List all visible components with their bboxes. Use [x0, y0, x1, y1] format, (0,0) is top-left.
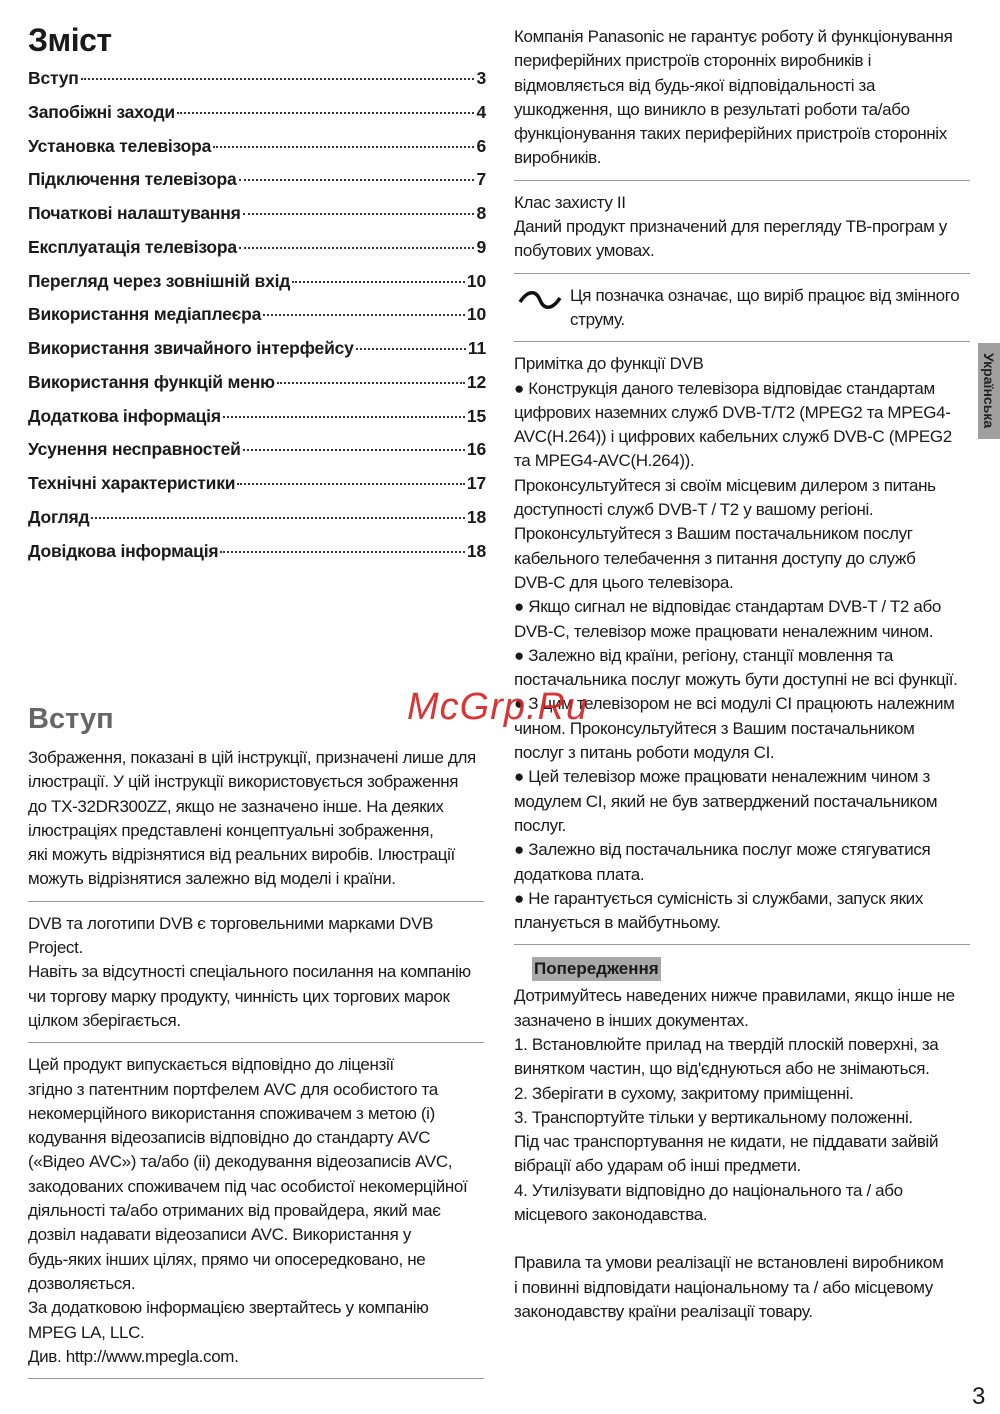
text-line: Див. http://www.mpegla.com.	[28, 1346, 239, 1366]
text-line: планується в майбутньому.	[514, 913, 721, 933]
toc-label: Підключення телевізора	[28, 169, 237, 190]
leader-dots	[263, 314, 465, 316]
panasonic-disclaimer	[514, 25, 970, 171]
toc-entry[interactable]	[28, 237, 486, 271]
toc-page: 7	[476, 169, 486, 190]
toc-page: 17	[466, 473, 486, 493]
toc-label: Початкові налаштування	[28, 203, 241, 223]
toc-label: Запобіжні заходи	[28, 101, 175, 122]
text-line: ● Залежно від постачальника послуг може стягуватися	[514, 840, 931, 860]
text-line: ● Залежно від країни, регіону, станції мовлення та	[514, 645, 893, 665]
ac-wave-icon	[518, 290, 562, 310]
language-tab: Українська	[978, 343, 1000, 439]
toc-entry[interactable]	[28, 169, 486, 203]
divider	[28, 1378, 484, 1379]
toc-label: Експлуатація телевізора	[28, 236, 237, 257]
toc-page: 11	[467, 338, 486, 358]
text-line: ● Якщо сигнал не відповідає стандартам DVB-T / T2 або	[514, 597, 941, 617]
divider	[514, 341, 970, 342]
text-line: будь-яких інших цілях, прямо чи опосередковано, не	[28, 1249, 426, 1269]
ac-note	[514, 284, 970, 333]
leader-dots	[213, 146, 474, 148]
text-line: DVB-C, телевізор може працювати неналежним чином.	[514, 621, 934, 641]
toc-label: Використання звичайного інтерфейсу	[28, 338, 354, 358]
text-line: («Відео AVC») та/або (ii) декодування відеозаписів AVC,	[28, 1152, 453, 1172]
text-block	[28, 1053, 484, 1369]
text-line: і повинні відповідати національному та / або місцевому	[514, 1277, 933, 1297]
text-line: місцевого законодавства.	[514, 1205, 708, 1225]
page-title: Зміст	[28, 22, 112, 58]
toc-page: 9	[476, 236, 486, 257]
text-line: Дотримуйтесь наведених нижче правилами, якщо інше не	[514, 986, 955, 1006]
text-block	[28, 746, 484, 892]
toc-entry[interactable]	[28, 473, 486, 507]
leader-dots	[243, 213, 475, 215]
text-line: Під час транспортування не кидати, не піддавати зайвій	[514, 1132, 939, 1152]
divider	[514, 273, 970, 274]
text-line: Навіть за відсутності спеціального посилання на компанію	[28, 962, 471, 982]
text-line: Компанія Panasonic не гарантує роботу й функціонування	[514, 27, 953, 46]
text-line: цілком зберігається.	[28, 1010, 181, 1030]
text-line: MPEG LA, LLC.	[28, 1322, 145, 1342]
leader-dots	[177, 112, 475, 114]
toc-label: Додаткова інформація	[28, 405, 221, 426]
text-line: Даний продукт призначений для перегляду ТВ-програм у	[514, 217, 947, 237]
toc-page: 18	[466, 540, 486, 561]
text-line: послуг з питань роботи модуля CI.	[514, 743, 775, 763]
text-line: відмовляється від будь-якої відповідальності за	[514, 75, 876, 95]
leader-dots	[220, 551, 465, 553]
text-line: зазначено в інших документах.	[514, 1010, 749, 1030]
text-line: ілюстрації. У цій інструкції використовується зображення	[28, 772, 459, 792]
text-line: кабельного телебачення з питання доступу до служб	[514, 548, 916, 568]
text-line: Проконсультуйтеся зі своїм місцевим дилером з питань	[514, 475, 936, 495]
text-line: ілюстраціях представлені концептуальні зображення,	[28, 820, 434, 840]
toc-label: Використання функцій меню	[28, 371, 275, 392]
text-line: DVB та логотипи DVB є торговельними марками DVB	[28, 913, 434, 933]
leader-dots	[243, 449, 465, 451]
toc-label: Використання медіаплеєра	[28, 304, 262, 325]
text-line: DVB-C для цього телевізора.	[514, 572, 734, 592]
text-line: послуг.	[514, 815, 566, 835]
intro-heading: Вступ	[28, 703, 114, 735]
dvb-note	[514, 352, 970, 935]
warning-label: Попередження	[532, 957, 661, 981]
text-line: периферійних пристроїв сторонніх виробників і	[514, 51, 872, 71]
text-line: дозвіл надавати відеозаписи AVC. Використання у	[28, 1225, 412, 1245]
toc-entry[interactable]	[28, 68, 486, 102]
text-line: можуть відрізнятися залежно від моделі і країни.	[28, 869, 396, 889]
toc-page: 16	[466, 439, 486, 460]
leader-dots	[356, 348, 466, 350]
text-line: ● Конструкція даного телевізора відповідає стандартам	[514, 378, 935, 398]
toc-page: 15	[466, 405, 486, 426]
text-line: дозволяється.	[28, 1273, 136, 1293]
text-line: Ця позначка означає, що виріб працює від змінного	[570, 285, 960, 305]
leader-dots	[237, 483, 465, 485]
right-column	[514, 25, 970, 1324]
text-line: доступності служб DVB-T / T2 у вашому регіоні.	[514, 500, 874, 520]
divider	[514, 944, 970, 945]
text-line: кодування відеозаписів відповідно до стандарту AVC	[28, 1128, 431, 1148]
toc-label: Перегляд через зовнішній вхід	[28, 270, 291, 291]
text-line: законодавству країни реалізації товару.	[514, 1301, 813, 1321]
text-line: Project.	[28, 938, 83, 958]
text-line: Примітка до функції DVB	[514, 354, 704, 374]
text-line: Правила та умови реалізації не встановлені виробником	[514, 1253, 944, 1273]
text-line: ● Не гарантується сумісність зі службами, запуск яких	[514, 888, 923, 908]
toc-page: 4	[476, 101, 486, 122]
toc-page: 3	[476, 68, 486, 88]
table-of-contents	[28, 68, 486, 574]
toc-page: 12	[466, 371, 486, 392]
toc-entry[interactable]	[28, 102, 486, 136]
text-line: ● З цим телевізором не всі модулі CI працюють належним	[514, 694, 955, 714]
toc-page: 10	[466, 304, 486, 325]
text-line: Цей продукт випускається відповідно до ліцензії	[28, 1055, 394, 1075]
toc-entry[interactable]	[28, 406, 486, 440]
text-line: струму.	[570, 309, 625, 329]
divider	[28, 901, 484, 902]
text-line: побутових умовах.	[514, 241, 655, 261]
toc-entry[interactable]	[28, 304, 486, 338]
text-line: ● Цей телевізор може працювати неналежним чином з	[514, 767, 930, 787]
text-line: діяльності та/або отриманих від провайдера, який має	[28, 1201, 441, 1221]
text-line: чином. Проконсультуйтеся з Вашим постачальником	[514, 718, 915, 738]
leader-dots	[292, 281, 465, 283]
page-number: 3	[972, 1383, 986, 1410]
toc-entry[interactable]	[28, 338, 486, 372]
text-line: За додатковою інформацією звертайтесь у компанію	[28, 1298, 429, 1318]
toc-entry[interactable]	[28, 507, 486, 541]
text-line: функціонування таких периферійних пристроїв сторонніх	[514, 124, 947, 144]
warning-text	[514, 984, 970, 1227]
toc-label: Усунення несправностей	[28, 439, 241, 460]
text-line: згідно з патентним портфелем AVC для особистого та	[28, 1079, 438, 1099]
text-line: вібрації або ударам об інші предмети.	[514, 1156, 801, 1176]
text-line: винятком частин, що від'єднуються або не знімаються.	[514, 1059, 930, 1079]
text-line: Зображення, показані в цій інструкції, призначені лише для	[28, 748, 476, 767]
toc-page: 6	[476, 135, 486, 156]
text-line: ушкодження, що виникло в результаті роботи та/або	[514, 99, 910, 119]
protection-class	[514, 191, 970, 264]
text-line: до TX-32DR300ZZ, якщо не зазначено інше. На деяких	[28, 796, 444, 816]
text-line: Клас захисту II	[514, 192, 626, 212]
toc-page: 18	[466, 506, 486, 527]
sale-conditions	[514, 1251, 970, 1324]
leader-dots	[239, 247, 475, 249]
leader-dots	[81, 78, 475, 80]
text-line: додаткова плата.	[514, 864, 645, 884]
text-line: закодованих споживачем під час особистої некомерційної	[28, 1176, 468, 1196]
leader-dots	[223, 416, 465, 418]
toc-entry[interactable]	[28, 136, 486, 170]
text-line: некомерційного використання споживачем з метою (i)	[28, 1103, 435, 1123]
toc-label: Довідкова інформація	[28, 540, 219, 561]
divider	[28, 1042, 484, 1043]
leader-dots	[277, 382, 465, 384]
toc-label: Технічні характеристики	[28, 473, 236, 493]
text-line: виробників.	[514, 148, 602, 168]
watermark: McGrp.Ru	[407, 686, 589, 728]
toc-label: Вступ	[28, 68, 79, 88]
leader-dots	[91, 517, 464, 519]
text-line: AVC(H.264)) і цифрових кабельних служб DVB-C (MPEG2	[514, 427, 952, 447]
leader-dots	[239, 179, 475, 181]
toc-label: Установка телевізора	[28, 135, 212, 156]
text-line: модулем CI, який не був затверджений постачальником	[514, 791, 938, 811]
text-line: цифрових наземних служб DVB-T/T2 (MPEG2 та MPEG4-	[514, 402, 951, 422]
text-line: 4. Утилізувати відповідно до національного та / або	[514, 1180, 903, 1200]
text-line: які можуть відрізнятися від реальних виробів. Ілюстрації	[28, 845, 455, 865]
toc-entry[interactable]	[28, 439, 486, 473]
text-line: Проконсультуйтеся з Вашим постачальником послуг	[514, 524, 913, 544]
toc-page: 8	[476, 203, 486, 223]
toc-entry[interactable]	[28, 271, 486, 305]
toc-label: Догляд	[28, 506, 90, 527]
text-line: та MPEG4-AVC(H.264)).	[514, 451, 695, 471]
text-line: постачальника послуг можуть бути доступні не всі функції.	[514, 670, 958, 690]
text-line: 3. Транспортуйте тільки у вертикальному положенні.	[514, 1107, 913, 1127]
text-line: 1. Встановлюйте прилад на твердій плоскій поверхні, за	[514, 1034, 939, 1054]
text-block	[28, 912, 484, 1033]
text-line: чи торгову марку продукту, чинність цих торгових марок	[28, 986, 450, 1006]
toc-entry[interactable]	[28, 372, 486, 406]
intro-text	[28, 746, 484, 1389]
toc-page: 10	[466, 270, 486, 291]
toc-entry[interactable]	[28, 541, 486, 575]
divider	[514, 180, 970, 181]
text-line: 2. Зберігати в сухому, закритому приміщенні.	[514, 1083, 854, 1103]
toc-entry[interactable]	[28, 203, 486, 237]
